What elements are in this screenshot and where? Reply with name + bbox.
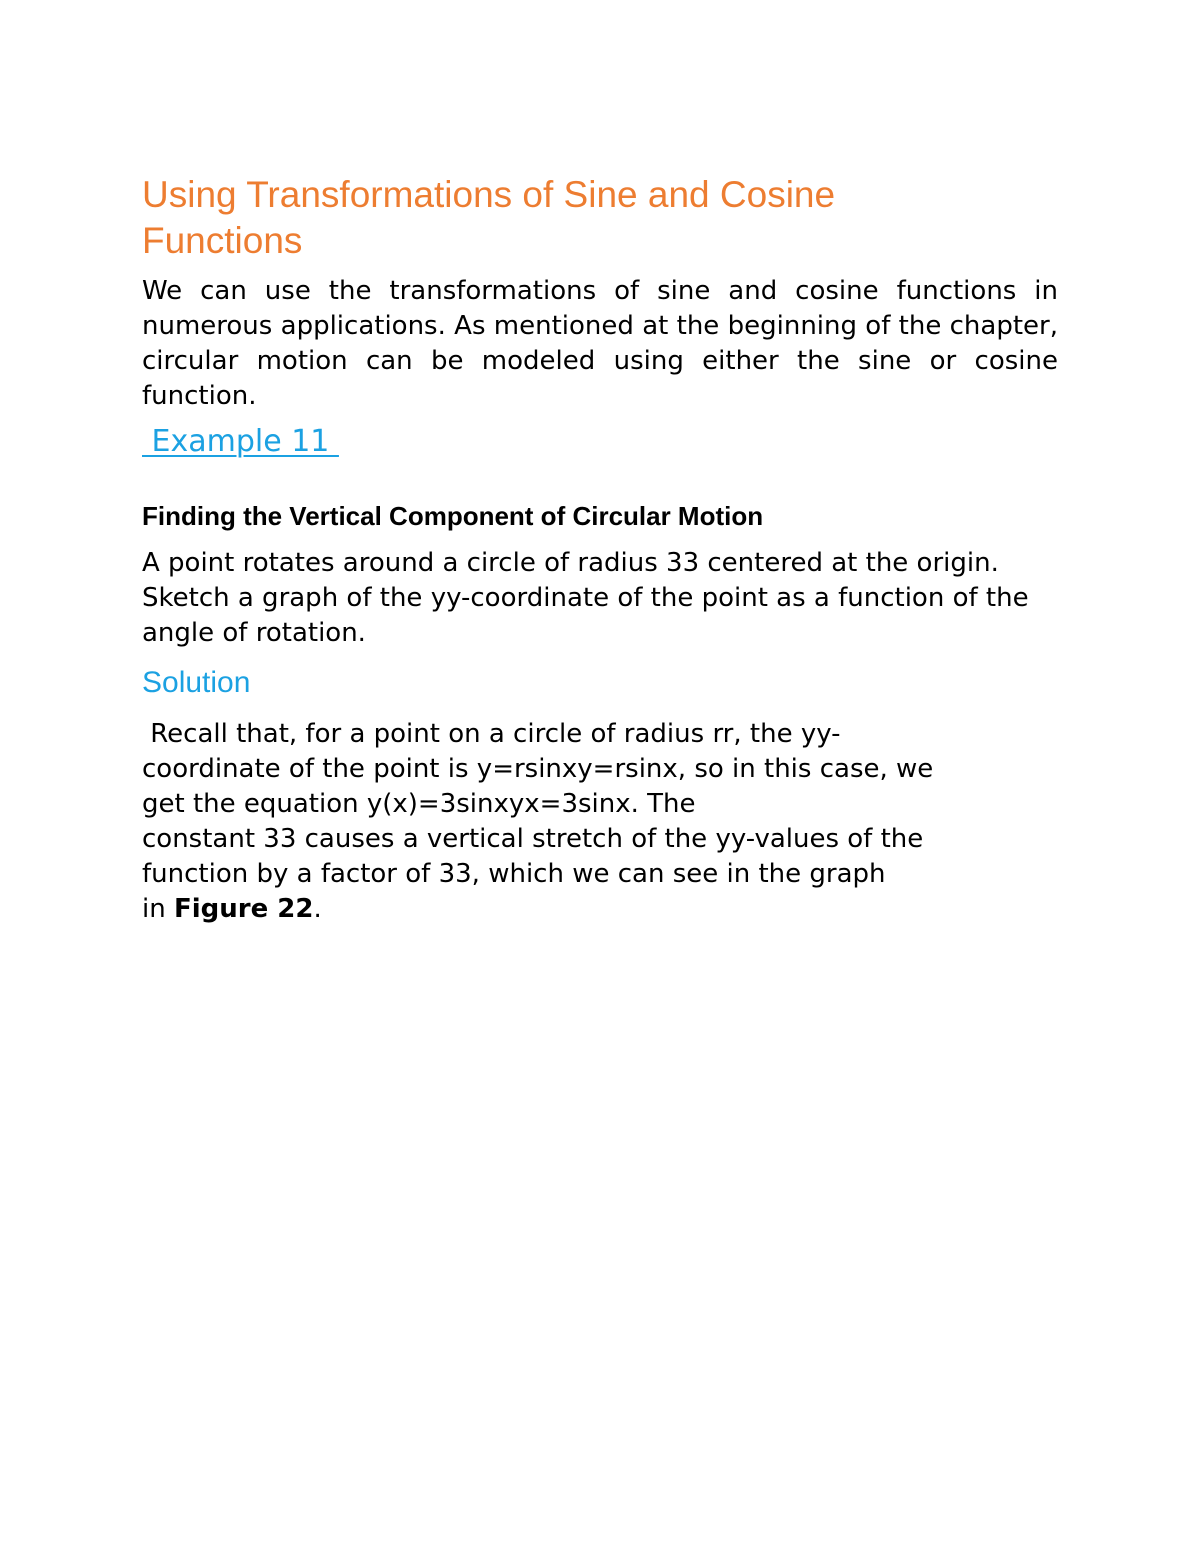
example-link[interactable]: Example 11 [142,424,339,459]
solution-line-1: Recall that, for a point on a circle of radius rr, the yy- [142,719,841,749]
solution-line-6-suffix: . [313,894,322,924]
solution-line-3: get the equation y(x)=3sinxyx=3sinx. The [142,789,696,819]
example-title: Finding the Vertical Component of Circular Motion [142,501,764,531]
section-heading-line-2: Functions [142,220,303,261]
solution-line-6 [142,892,1058,927]
solution-heading: Solution [142,666,251,699]
figure-reference: Figure 22 [173,894,314,924]
document-page [142,172,1058,927]
problem-statement: A point rotates around a circle of radius 33 centered at the origin. Sketch a graph of the yy-coordinate of the point as a function of the angle of rotation. [142,548,1029,648]
section-heading [142,172,1058,264]
solution-line-4: constant 33 causes a vertical stretch of the yy-values of the [142,824,924,854]
section-heading-line-1: Using Transformations of Sine and Cosine [142,174,836,215]
intro-paragraph: We can use the transformations of sine and cosine functions in numerous applications. As mentioned at the beginning of the chapter, circular motion can be modeled using either the sine or cosine function. [142,276,1058,411]
solution-line-2: coordinate of the point is y=rsinxy=rsinx, so in this case, we [142,754,934,784]
solution-line-6-prefix: in [142,894,174,924]
solution-line-5: function by a factor of 33, which we can see in the graph [142,859,886,889]
solution-paragraph [142,717,1058,927]
